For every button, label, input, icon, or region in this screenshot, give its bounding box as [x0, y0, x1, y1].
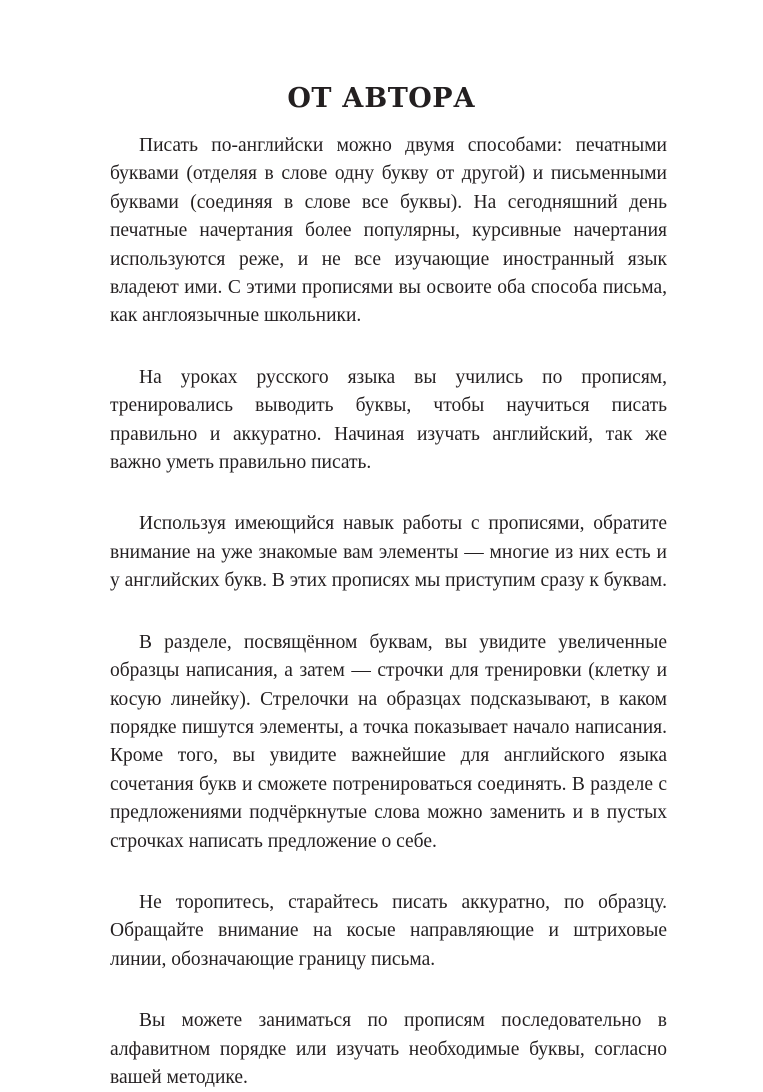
page-title: ОТ АВТОРА [287, 83, 476, 114]
paragraph-3: Используя имеющийся навык работы с прописями, обратите внимание на уже знакомые вам элементы — многие из них есть и у английских букв. В этих прописях мы приступим сразу к буквам. [110, 513, 668, 592]
paragraph-2: На уроках русского языка вы учились по прописям, тренировались выводить буквы, чтобы научиться писать правильно и аккуратно. Начиная изучать английский, так же важно уметь правильно писать. [110, 366, 667, 474]
paragraph-1: Писать по-английски можно двумя способами: печатными буквами (отделяя в слове одну букву от другой) и письменными буквами (соединяя в слове все буквы). На сегодняшний день печатные начертания более популярны, курсивные начертания используются реже, и не все изучающие иностранный язык владеют ими. С этими прописями вы освоите оба способа письма, как англоязычные школьники. [110, 135, 667, 327]
paragraph-5: Не торопитесь, старайтесь писать аккуратно, по образцу. Обращайте внимание на косые направляющие и штриховые линии, обозначающие границу письма. [110, 891, 667, 970]
body-text [110, 132, 667, 1092]
paragraph-6: Вы можете заниматься по прописям последовательно в алфавитном порядке или изучать необходимые буквы, согласно вашей методике. [110, 1010, 667, 1088]
paragraph-4: В разделе, посвящённом буквам, вы увидите увеличенные образцы написания, а затем — строчки для тренировки (клетку и косую линейку). Стрелочки на образцах подсказывают, в каком порядке пишутся элементы, а точка показывает начало написания. Кроме того, вы увидите важнейшие для английского языка сочетания букв и сможете потренироваться соединять. В разделе с предложениями подчёркнутые слова можно заменить и в пустых строчках написать предложение о себе. [110, 631, 667, 852]
